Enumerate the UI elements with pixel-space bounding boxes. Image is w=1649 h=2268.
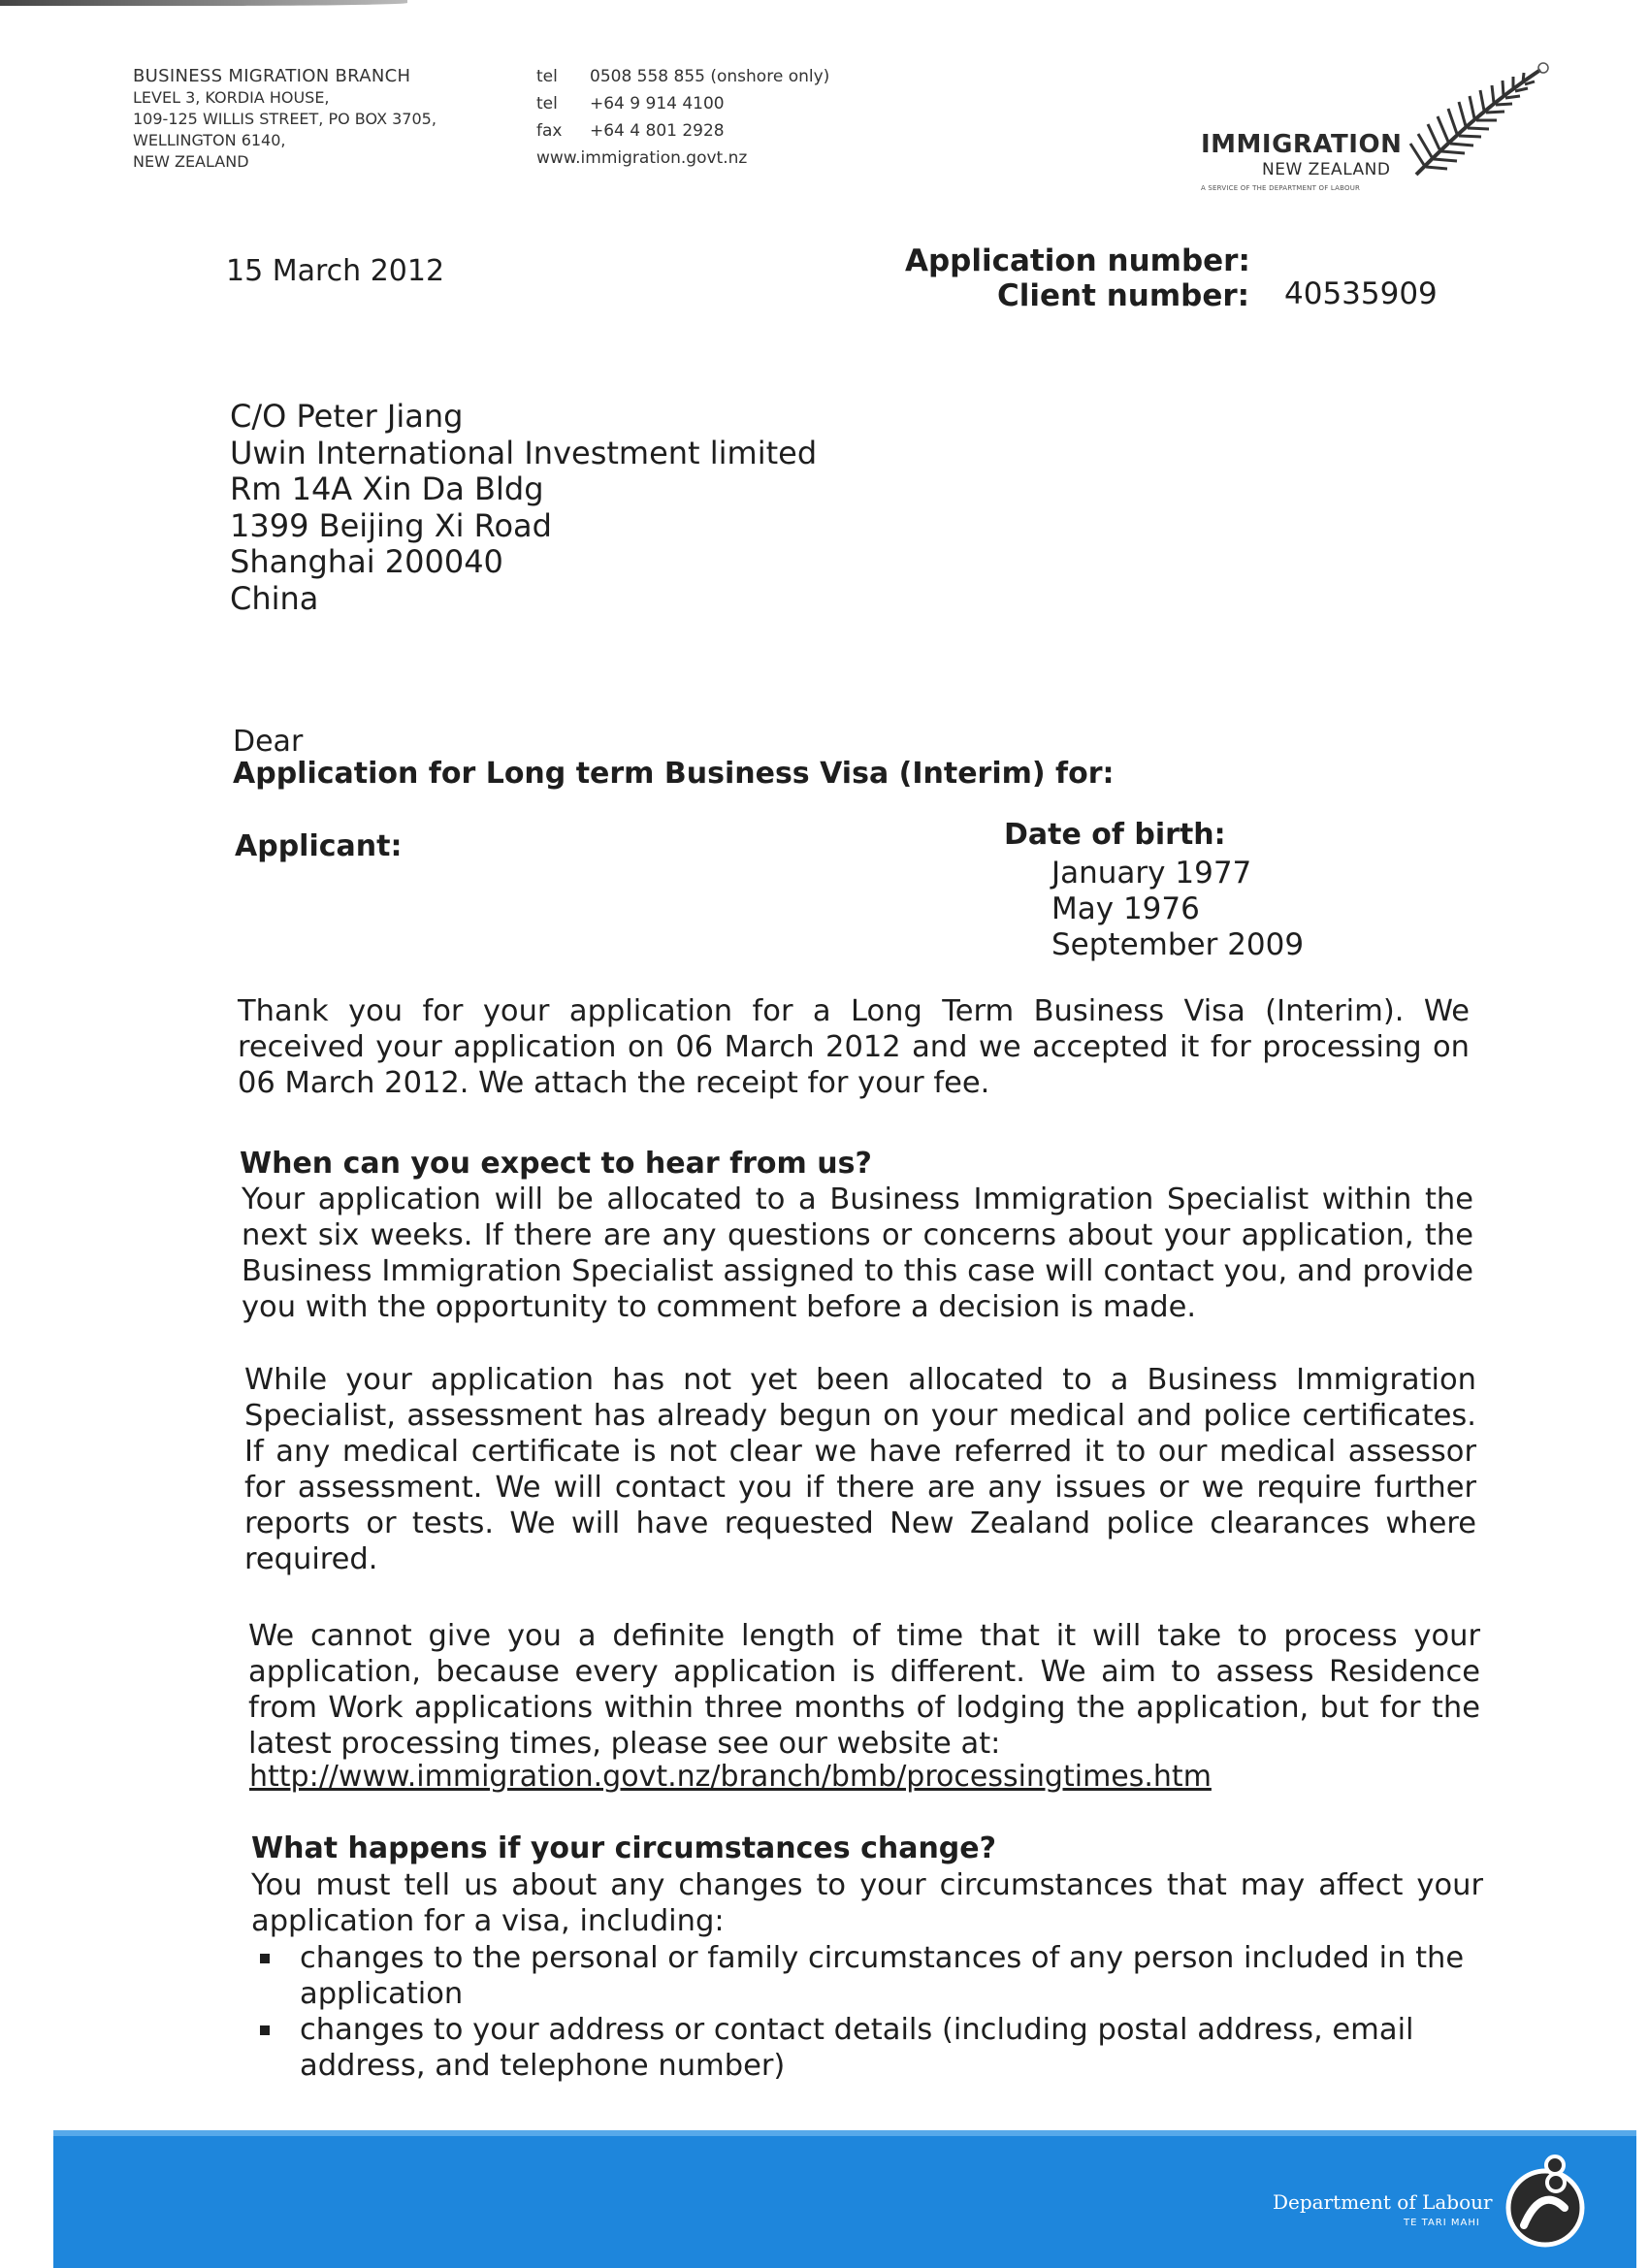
paragraph-allocation: Your application will be allocated to a Business Immigration Specialist within the next six weeks. If there are any questions or concerns about your application, the Business Immigration Specialist assigned to this case will contact you, and provide you with the opportunity to comment before a decision is made. (242, 1183, 1473, 1324)
heading-circumstances: What happens if your circumstances change? (251, 1831, 997, 1865)
salutation: Dear (233, 725, 304, 759)
bullet-icon (260, 1954, 270, 1963)
website-text: www.immigration.govt.nz (536, 148, 748, 168)
recipient-line: Rm 14A Xin Da Bldg (230, 470, 544, 507)
letter-subject: Application for Long term Business Visa (Interim) for: (233, 757, 1115, 791)
contact-label: tel (536, 67, 558, 86)
changes-list (254, 1940, 1476, 2084)
footer-band (53, 2130, 1636, 2268)
scan-edge-shadow (0, 0, 407, 6)
contact-label: tel (536, 94, 558, 113)
recipient-line: China (230, 579, 319, 617)
dob-list (1051, 856, 1304, 963)
footer-top-line (53, 2130, 1636, 2136)
dob-value: January 1977 (1051, 856, 1252, 891)
branch-address (133, 66, 436, 173)
recipient-line: C/O Peter Jiang (230, 398, 464, 435)
letter-date: 15 March 2012 (226, 254, 445, 288)
recipient-address (230, 399, 817, 617)
dob-label: Date of birth: (1004, 818, 1226, 852)
client-number-value: 40535909 (1284, 276, 1438, 311)
bullet-icon (260, 2025, 270, 2035)
contact-value: 0508 558 855 (onshore only) (590, 67, 830, 86)
list-item (254, 2012, 1476, 2084)
footer-maori-name: TE TARI MAHI (1404, 2218, 1480, 2228)
contact-details (536, 63, 829, 172)
list-item-text: changes to the personal or family circumstances of any person included in the application (300, 1941, 1465, 2011)
contact-row (536, 63, 829, 90)
logo-country: NEW ZEALAND (1262, 160, 1391, 179)
paragraph-thank-you: Thank you for your application for a Long Term Business Visa (Interim). We received your application on 06 March 2012 and we accepted it for processing on 06 March 2012. We attach the receipt for your fee. (238, 994, 1470, 1100)
footer-department: Department of Labour (1273, 2190, 1493, 2214)
processing-times-link[interactable]: http://www.immigration.govt.nz/branch/bmb/processingtimes.htm (249, 1760, 1212, 1794)
address-line: LEVEL 3, KORDIA HOUSE, (133, 88, 330, 107)
recipient-line: Shanghai 200040 (230, 543, 503, 580)
paragraph-processing-time: We cannot give you a definite length of time that it will take to process your application, because every application is different. We aim to assess Residence from Work applications within three months of lodging the application, but for the latest processing times, please see our website at: (248, 1619, 1480, 1761)
application-number-label: Application number: (905, 243, 1250, 278)
logo-service: A SERVICE OF THE DEPARTMENT OF LABOUR (1201, 184, 1361, 192)
contact-label: fax (536, 121, 563, 141)
dob-value: May 1976 (1051, 891, 1200, 926)
contact-value: +64 9 914 4100 (590, 94, 725, 113)
contact-row (536, 90, 829, 117)
contact-row (536, 117, 829, 145)
logo-brand: IMMIGRATION (1201, 130, 1403, 159)
dob-value: September 2009 (1051, 927, 1305, 962)
applicant-label: Applicant: (235, 829, 403, 863)
paragraph-changes: You must tell us about any changes to your circumstances that may affect your application for a visa, including: (251, 1868, 1483, 1938)
contact-value: +64 4 801 2928 (590, 121, 725, 141)
client-number-label: Client number: (997, 278, 1250, 313)
recipient-line: Uwin International Investment limited (230, 434, 818, 471)
address-line: BUSINESS MIGRATION BRANCH (133, 66, 411, 86)
recipient-line: 1399 Beijing Xi Road (230, 506, 552, 544)
paragraph-assessment: While your application has not yet been allocated to a Business Immigration Specialist, assessment has already begun on your medical and police certificates. If any medical certificate is not clear we have referred it to our medical assessor for assessment. We will contact you if there are any issues or we require further reports or tests. We will have requested New Zealand police clearances where required. (244, 1363, 1476, 1576)
address-line: 109-125 WILLIS STREET, PO BOX 3705, (133, 110, 436, 128)
silver-fern-icon (1405, 60, 1550, 186)
address-line: WELLINGTON 6140, (133, 131, 286, 149)
list-item-text: changes to your address or contact details (including postal address, email address, and telephone number) (300, 2013, 1414, 2083)
department-of-labour-logo-icon (1497, 2150, 1594, 2256)
immigration-nz-logo (1201, 60, 1550, 206)
address-line: NEW ZEALAND (133, 152, 249, 171)
heading-hear-from-us: When can you expect to hear from us? (240, 1147, 872, 1181)
list-item (254, 1940, 1476, 2012)
